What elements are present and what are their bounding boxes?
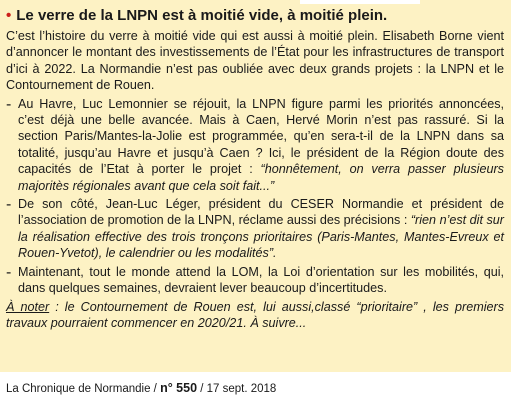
- list-item: [6, 196, 504, 262]
- note-text: : le Contournement de Rouen est, lui aussi,classé “prioritaire” , les premiers travaux pourraient commencer en 2020/21. À suivre...: [6, 299, 504, 330]
- list-item-text: Au Havre, Luc Lemonnier se réjouit, la LNPN figure parmi les priorités annoncées, c’est déjà une belle avancée. Mais à Caen, Hervé Morin n’est pas rassuré. Si la section Paris/Mantes-la-Jolie est programmée, qu’en sera-t-il de la LNPN dans sa totalité, jusqu’au Havre et jusqu’à Caen ? Ici, le président de la Région doute des capacités de l’Etat à porter le projet : “honnêtement, on verra passer plusieurs majoritès régionales avant que cela soit fait...”: [18, 96, 504, 193]
- publication-name: La Chronique de Normandie /: [6, 383, 161, 395]
- dash-icon: -: [6, 196, 12, 214]
- list-item: [6, 264, 504, 297]
- dash-icon: -: [6, 95, 12, 113]
- bullet-icon: •: [6, 7, 12, 24]
- quote: “rien n’est dit sur la réalisation effective des trois tronçons prioritaires (Paris-Mantes, Mantes-Evreux et Rouen-Yvetot), le calendrier ou les modalités”.: [18, 213, 504, 261]
- article-title-text: Le verre de la LNPN est à moitié vide, à moitié plein.: [16, 7, 388, 24]
- issue-date: / 17 sept. 2018: [197, 383, 277, 395]
- list-item-text: De son côté, Jean-Luc Léger, président du CESER Normandie et président de l’association de promotion de la LNPN, réclame aussi des précisions : “rien n’est dit sur la réalisation effective des trois tronçons prioritaires (Paris-Mantes, Mantes-Evreux et Rouen-Yvetot), le calendrier ou les modalités”.: [18, 197, 504, 261]
- quote: “honnêtement, on verra passer plusieurs majoritès régionales avant que cela soit fait...”: [18, 162, 504, 193]
- article: [6, 6, 504, 331]
- note-paragraph: [6, 299, 504, 332]
- list-item-text: Maintenant, tout le monde attend la LOM, la Loi d’orientation sur les mobilités, qui, dans quelques semaines, devraient lever beaucoup d’incertitudes.: [18, 264, 504, 296]
- note-label: À noter: [6, 299, 50, 314]
- issue-number: n° 550: [160, 381, 198, 395]
- intro-paragraph: C’est l’histoire du verre à moitié vide qui est aussi à moitié plein. Elisabeth Borne vient d’annoncer le montant des investissements de l’État pour les infrastructures de transport d’ici à 2022. La Normandie n’est pas oubliée avec deux grands projets : la LNPN et le Contournement de Rouen.: [6, 29, 504, 93]
- top-gap: [300, 0, 420, 4]
- dash-icon: -: [6, 263, 12, 281]
- article-title: [6, 6, 504, 25]
- list-item: [6, 96, 504, 194]
- footer: [6, 381, 276, 396]
